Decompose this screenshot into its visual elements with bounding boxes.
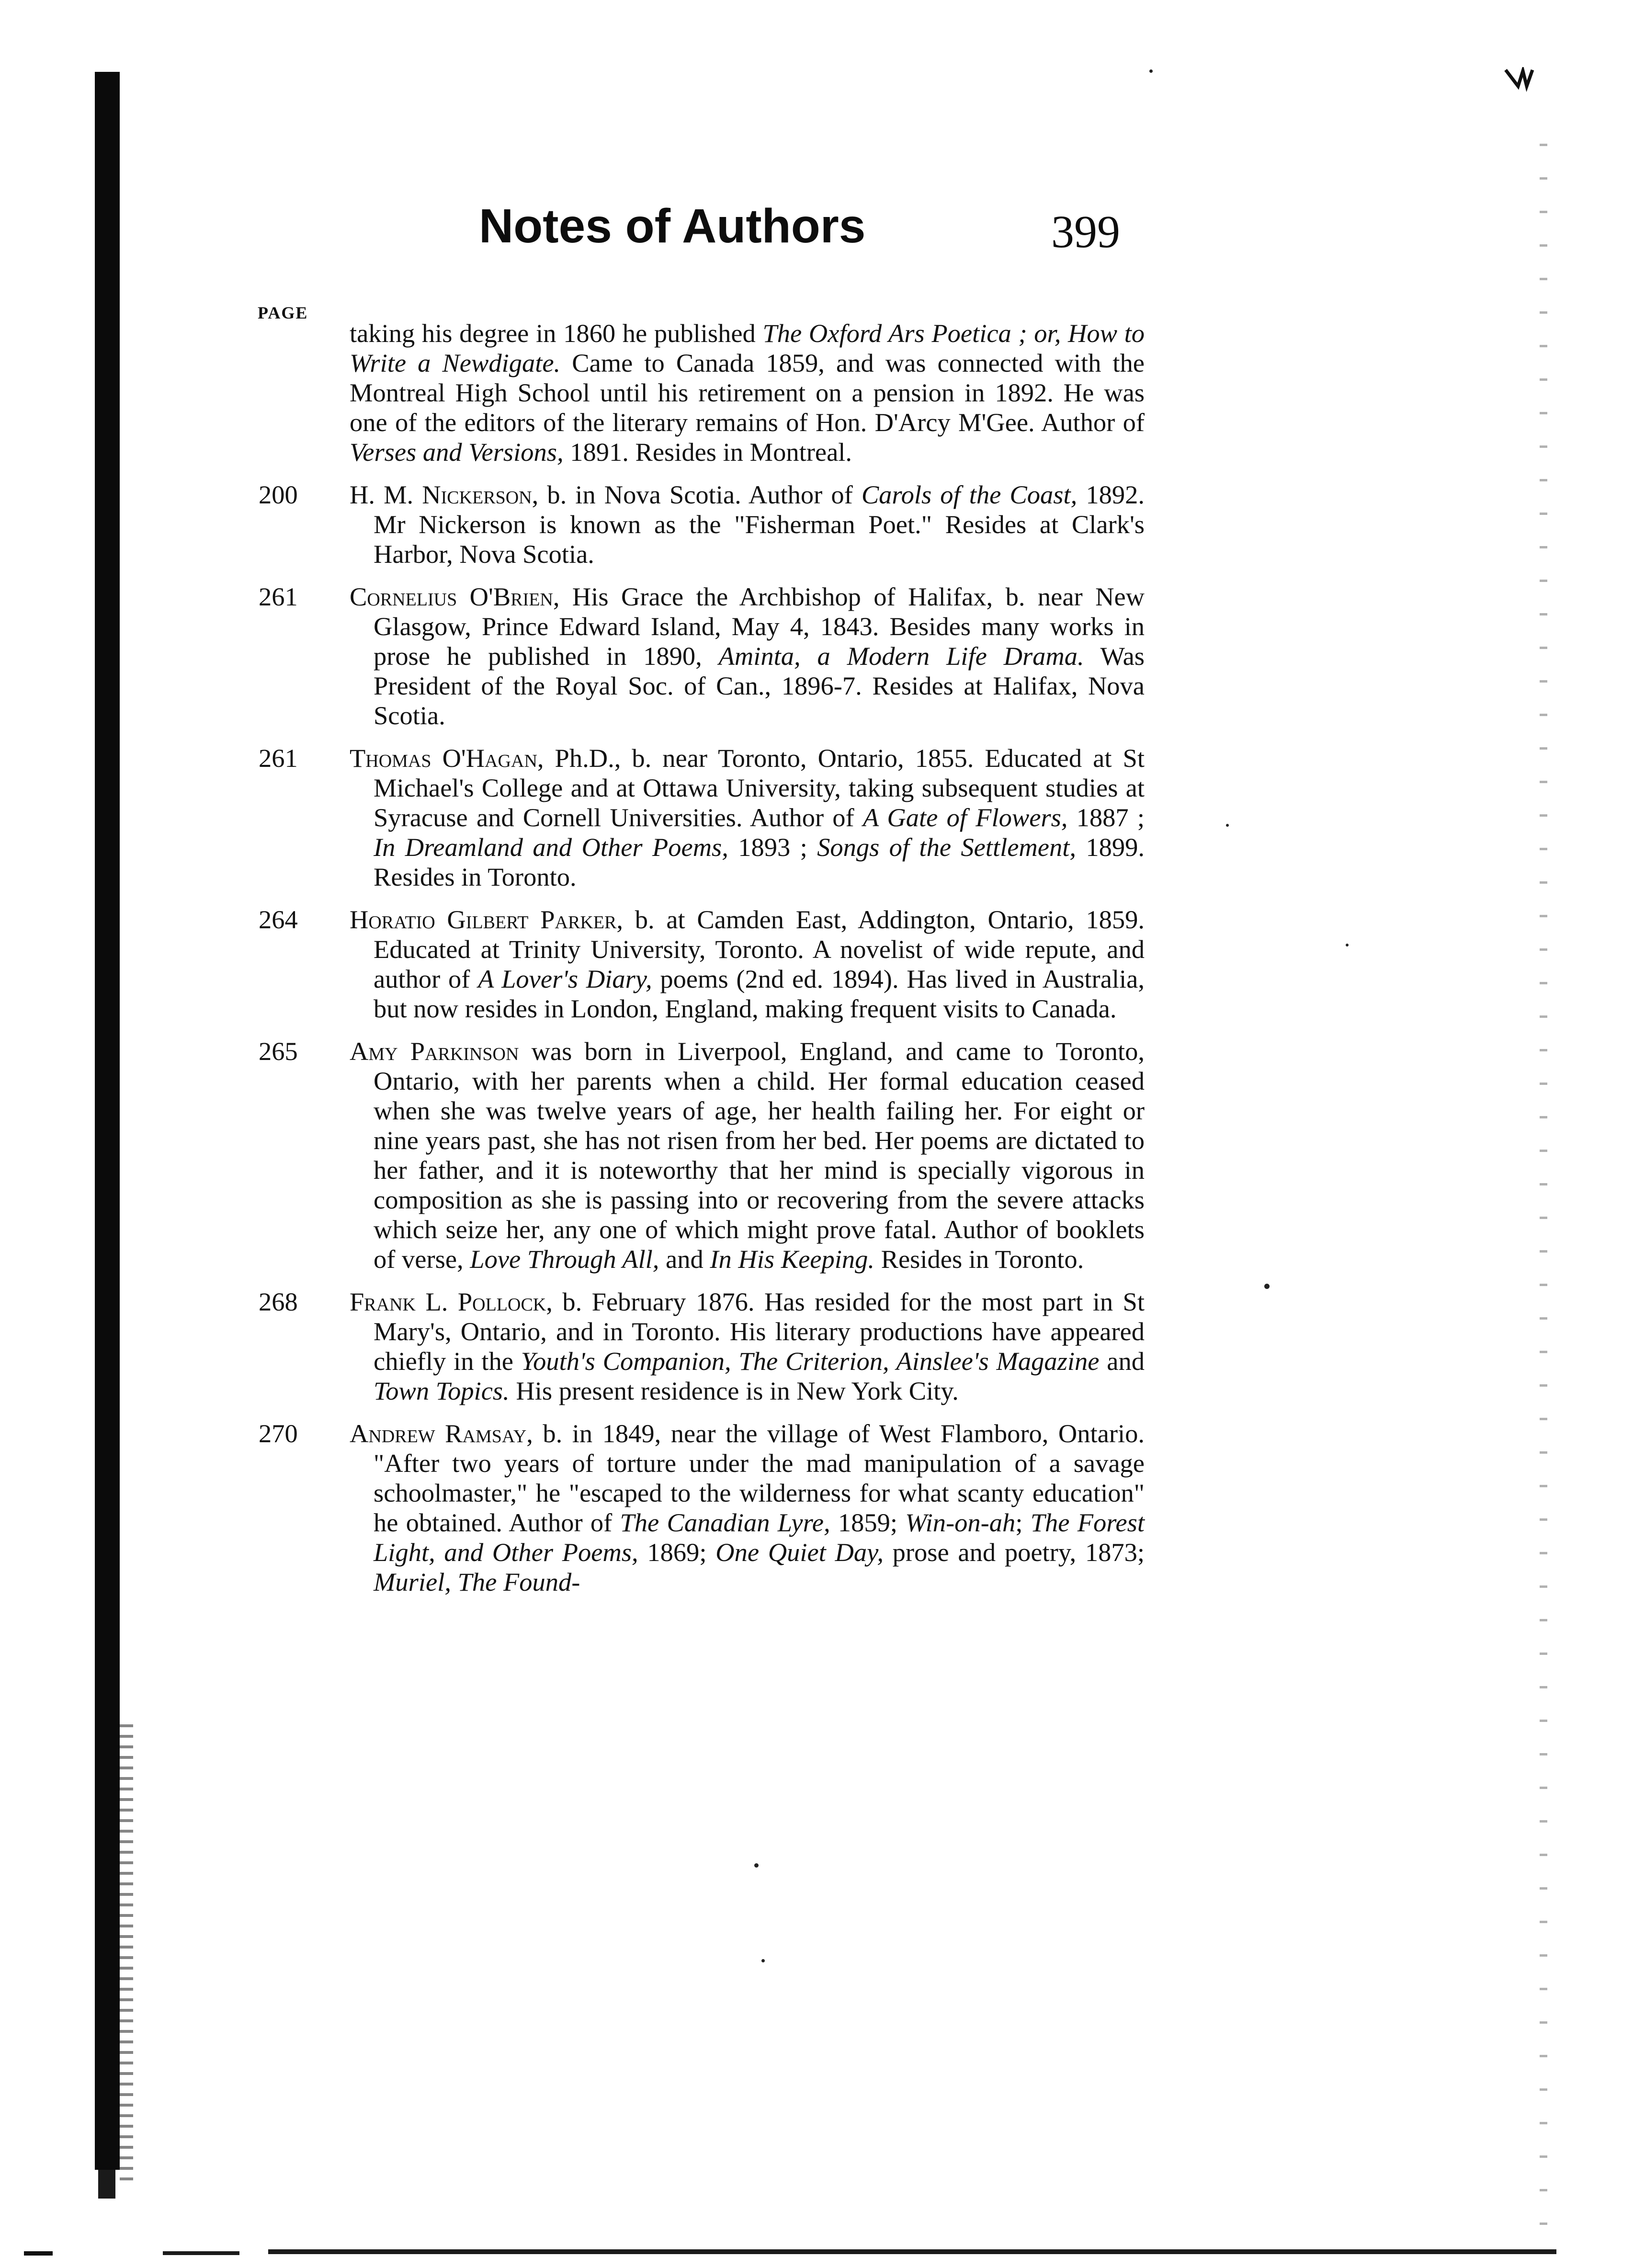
work-title: Aminta, a Modern Life Drama.: [718, 641, 1084, 671]
entry-page-ref: 261: [259, 743, 298, 773]
scan-corner-artifact: [1504, 67, 1542, 96]
entry-text: His present residence is in New York City.: [509, 1376, 959, 1405]
entry-text: prose and poetry, 1873;: [883, 1538, 1145, 1567]
entry-text: b. at Camden East, Addington, Ontario, 1859. Educated at Trinity University, Toronto. A novelist of wide repute, and author of: [374, 905, 1145, 993]
work-title: One Quiet Day,: [715, 1538, 884, 1567]
work-title: Youth's Companion, The Criterion, Ainslee's Magazine: [521, 1346, 1100, 1376]
entry-text: and: [1099, 1346, 1145, 1376]
entry-text: was born in Liverpool, England, and came to Toronto, Ontario, with her parents when a child. Her formal education ceased when she was twelve years of age, her health failing her. For eight or nine years past, she has not risen from her bed. Her poems are dictated to her father, and it is noteworthy that her mind is specially vigorous in composition as she is passing into or recovering from the severe attacks which seize her, any one of which might prove fatal. Author of booklets of verse,: [374, 1037, 1145, 1274]
work-title: The Forest Light, and Other Poems,: [374, 1508, 1145, 1567]
entry-page-ref: 268: [259, 1287, 298, 1316]
work-title: The Oxford Ars Poetica ; or, How to Write a Newdigate.: [350, 319, 1145, 377]
entry-text: ;: [1015, 1508, 1031, 1537]
entry-text: poems (2nd ed. 1894). Has lived in Australia, but now resides in London, England, making frequent visits to Canada.: [374, 964, 1145, 1023]
author-entry: [259, 905, 1145, 1024]
work-title: Town Topics.: [374, 1376, 510, 1405]
entry-text: 1899. Resides in Toronto.: [374, 832, 1145, 891]
entry-text: taking his degree in 1860 he published: [350, 319, 763, 348]
work-title: Love Through All,: [470, 1244, 659, 1274]
work-title: Songs of the Settlement,: [817, 832, 1076, 862]
author-entry: [259, 1287, 1145, 1406]
author-entry: [259, 480, 1145, 569]
scan-speck: [754, 1863, 759, 1868]
scan-bottom-mark: [24, 2251, 53, 2256]
entry-text: 1892. Mr Nickerson is known as the "Fisherman Poet." Resides at Clark's Harbor, Nova Scotia.: [374, 480, 1145, 569]
entry-text: 1869;: [638, 1538, 716, 1567]
author-name: Amy Parkinson: [350, 1037, 519, 1066]
entry-text: 1893 ;: [728, 832, 817, 862]
scan-speck: [1346, 944, 1349, 946]
work-title: A Lover's Diary,: [478, 964, 652, 993]
scan-speck: [1149, 69, 1153, 73]
author-name: Andrew Ramsay,: [350, 1419, 533, 1448]
entry-text: 1891. Resides in Montreal.: [563, 437, 852, 467]
author-name: Frank L. Pollock,: [350, 1287, 553, 1316]
scan-bottom-edge-segment: [163, 2251, 239, 2255]
scan-binding-shadow: [95, 72, 120, 2170]
entry-text: 1887 ;: [1067, 803, 1145, 832]
entry-text: 1859;: [830, 1508, 906, 1537]
scan-edge-noise: [120, 1724, 133, 2184]
author-name: Thomas O'Hagan,: [350, 743, 544, 773]
entry-text: b. in Nova Scotia. Author of: [538, 480, 862, 509]
entry-text: b. in 1849, near the village of West Flamboro, Ontario. "After two years of torture under the mad manipulation of a savage schoolmaster," he "escaped to the wilderness for what scanty education" he obtained. Author of: [374, 1419, 1145, 1537]
entry-page-ref: 261: [259, 582, 298, 611]
work-title: A Gate of Flowers,: [862, 803, 1068, 832]
entry-text: and: [659, 1244, 710, 1274]
entry-text: Resides in Toronto.: [874, 1244, 1084, 1274]
scan-right-edge-noise: [1540, 144, 1547, 2227]
author-entry: [259, 743, 1145, 892]
entry-text: Came to Canada 1859, and was connected with the Montreal High School until his retirement on a pension in 1892. He was one of the editors of the literary remains of Hon. D'Arcy M'Gee. Author of: [350, 348, 1145, 437]
work-title: Win-on-ah: [905, 1508, 1016, 1537]
running-title: Notes of Authors: [479, 199, 866, 253]
author-entry: [259, 582, 1145, 730]
author-notes-list: [259, 319, 1145, 1610]
entry-text: His Grace the Archbishop of Halifax, b. near New Glasgow, Prince Edward Island, May 4, 1843. Besides many works in prose he published in 1890,: [374, 582, 1145, 671]
work-title: The Canadian Lyre,: [620, 1508, 830, 1537]
author-name: Horatio Gilbert Parker,: [350, 905, 623, 934]
author-entry: [259, 1419, 1145, 1597]
scan-speck: [1264, 1284, 1270, 1289]
page-number: 399: [1051, 206, 1120, 257]
entry-page-ref: 265: [259, 1037, 298, 1066]
author-entry: [259, 319, 1145, 467]
scan-speck: [1226, 824, 1229, 827]
entry-text: b. February 1876. Has resided for the most part in St Mary's, Ontario, and in Toronto. His literary productions have appeared chiefly in the: [374, 1287, 1145, 1376]
entry-text: Ph.D., b. near Toronto, Ontario, 1855. Educated at St Michael's College and at Ottawa University, taking subsequent studies at Syracuse and Cornell Universities. Author of: [374, 743, 1145, 832]
scan-bottom-edge: [268, 2249, 1556, 2254]
entry-text: Was President of the Royal Soc. of Can., 1896-7. Resides at Halifax, Nova Scotia.: [374, 641, 1145, 730]
work-title: Verses and Versions,: [350, 437, 564, 467]
work-title: In His Keeping.: [710, 1244, 874, 1274]
entry-page-ref: 270: [259, 1419, 298, 1448]
author-name: H. M. Nickerson,: [350, 480, 539, 509]
work-title: In Dreamland and Other Poems,: [374, 832, 728, 862]
author-name: Cornelius O'Brien,: [350, 582, 560, 611]
work-title: Carols of the Coast,: [861, 480, 1078, 509]
page-column-label: PAGE: [258, 303, 308, 322]
author-entry: [259, 1037, 1145, 1274]
entry-page-ref: 200: [259, 480, 298, 509]
scan-speck: [761, 1959, 765, 1962]
work-title: Muriel, The Found-: [374, 1567, 580, 1596]
entry-page-ref: 264: [259, 905, 298, 934]
scan-binding-shadow-tail: [98, 2170, 115, 2199]
